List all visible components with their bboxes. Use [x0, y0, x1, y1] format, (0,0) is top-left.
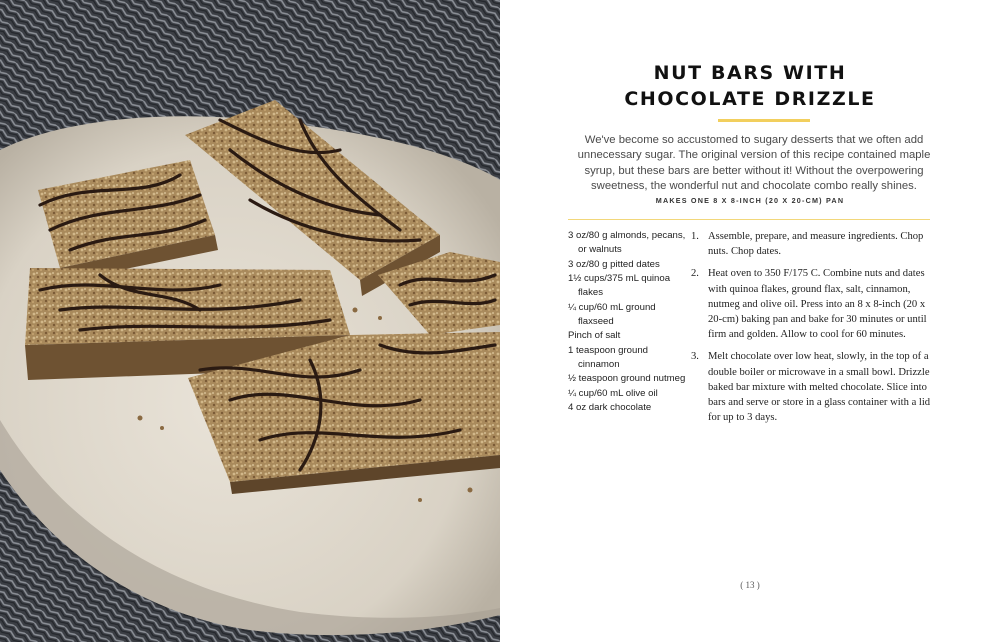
section-divider	[568, 219, 930, 220]
ingredient-item: 3 oz/80 g almonds, pecans, or walnuts	[568, 230, 686, 255]
ingredient-item: ½ teaspoon ground nutmeg	[568, 373, 686, 385]
ingredient-item: Pinch of salt	[568, 330, 621, 342]
step-number: 3.	[691, 351, 699, 363]
recipe-yield: MAKES ONE 8 X 8-INCH (20 X 20-CM) PAN	[655, 196, 845, 205]
recipe-title-line-2: CHOCOLATE DRIZZLE	[624, 88, 876, 110]
ingredient-item: ¼ cup/60 mL ground flaxseed	[568, 301, 656, 327]
page-number: ( 13 )	[740, 580, 760, 590]
step-list	[691, 229, 931, 432]
recipe-intro: We've become so accustomed to sugary desserts that we often add unnecessary sugar. The original version of this recipe contained maple syrup, but these bars are better without it! Without the overpowering sweetness, the wonderful nut and chocolate combo really shines.	[577, 134, 931, 193]
recipe-title-line-1: NUT BARS WITH	[653, 62, 847, 84]
ingredient-item: 3 oz/80 g pitted dates	[568, 258, 660, 270]
recipe-page	[500, 0, 1000, 642]
step-item	[691, 229, 931, 259]
step-item	[691, 349, 931, 425]
ingredient-item: 1½ cups/375 mL quinoa flakes	[568, 273, 671, 298]
ingredient-item: 4 oz dark chocolate	[568, 402, 652, 414]
ingredient-item: ¼ cup/60 mL olive oil	[568, 387, 658, 399]
step-text: Melt chocolate over low heat, slowly, in the top of a double boiler or microwave in a small bowl. Drizzle baked bar mixture with melted chocolate. Slice into bars and serve or store in a glass container with a lid for up to 3 days.	[708, 351, 931, 424]
title-accent-rule	[718, 119, 810, 122]
step-number: 1.	[691, 231, 699, 242]
ingredient-list	[568, 229, 686, 416]
ingredient-item: 1 teaspoon ground cinnamon	[568, 344, 649, 370]
step-item	[691, 266, 931, 342]
recipe-title	[500, 60, 1000, 112]
step-number: 2.	[691, 268, 699, 280]
step-text: Heat oven to 350 F/175 C. Combine nuts and dates with quinoa flakes, ground flax, salt, cinnamon, nutmeg and olive oil. Press into an 8 x 8-inch (20 x 20-cm) baking pan and bake for 30 minutes or until firm and golden. Allow to cool for 60 minutes.	[708, 268, 927, 341]
step-text: Assemble, prepare, and measure ingredients. Chop nuts. Chop dates.	[708, 231, 924, 258]
